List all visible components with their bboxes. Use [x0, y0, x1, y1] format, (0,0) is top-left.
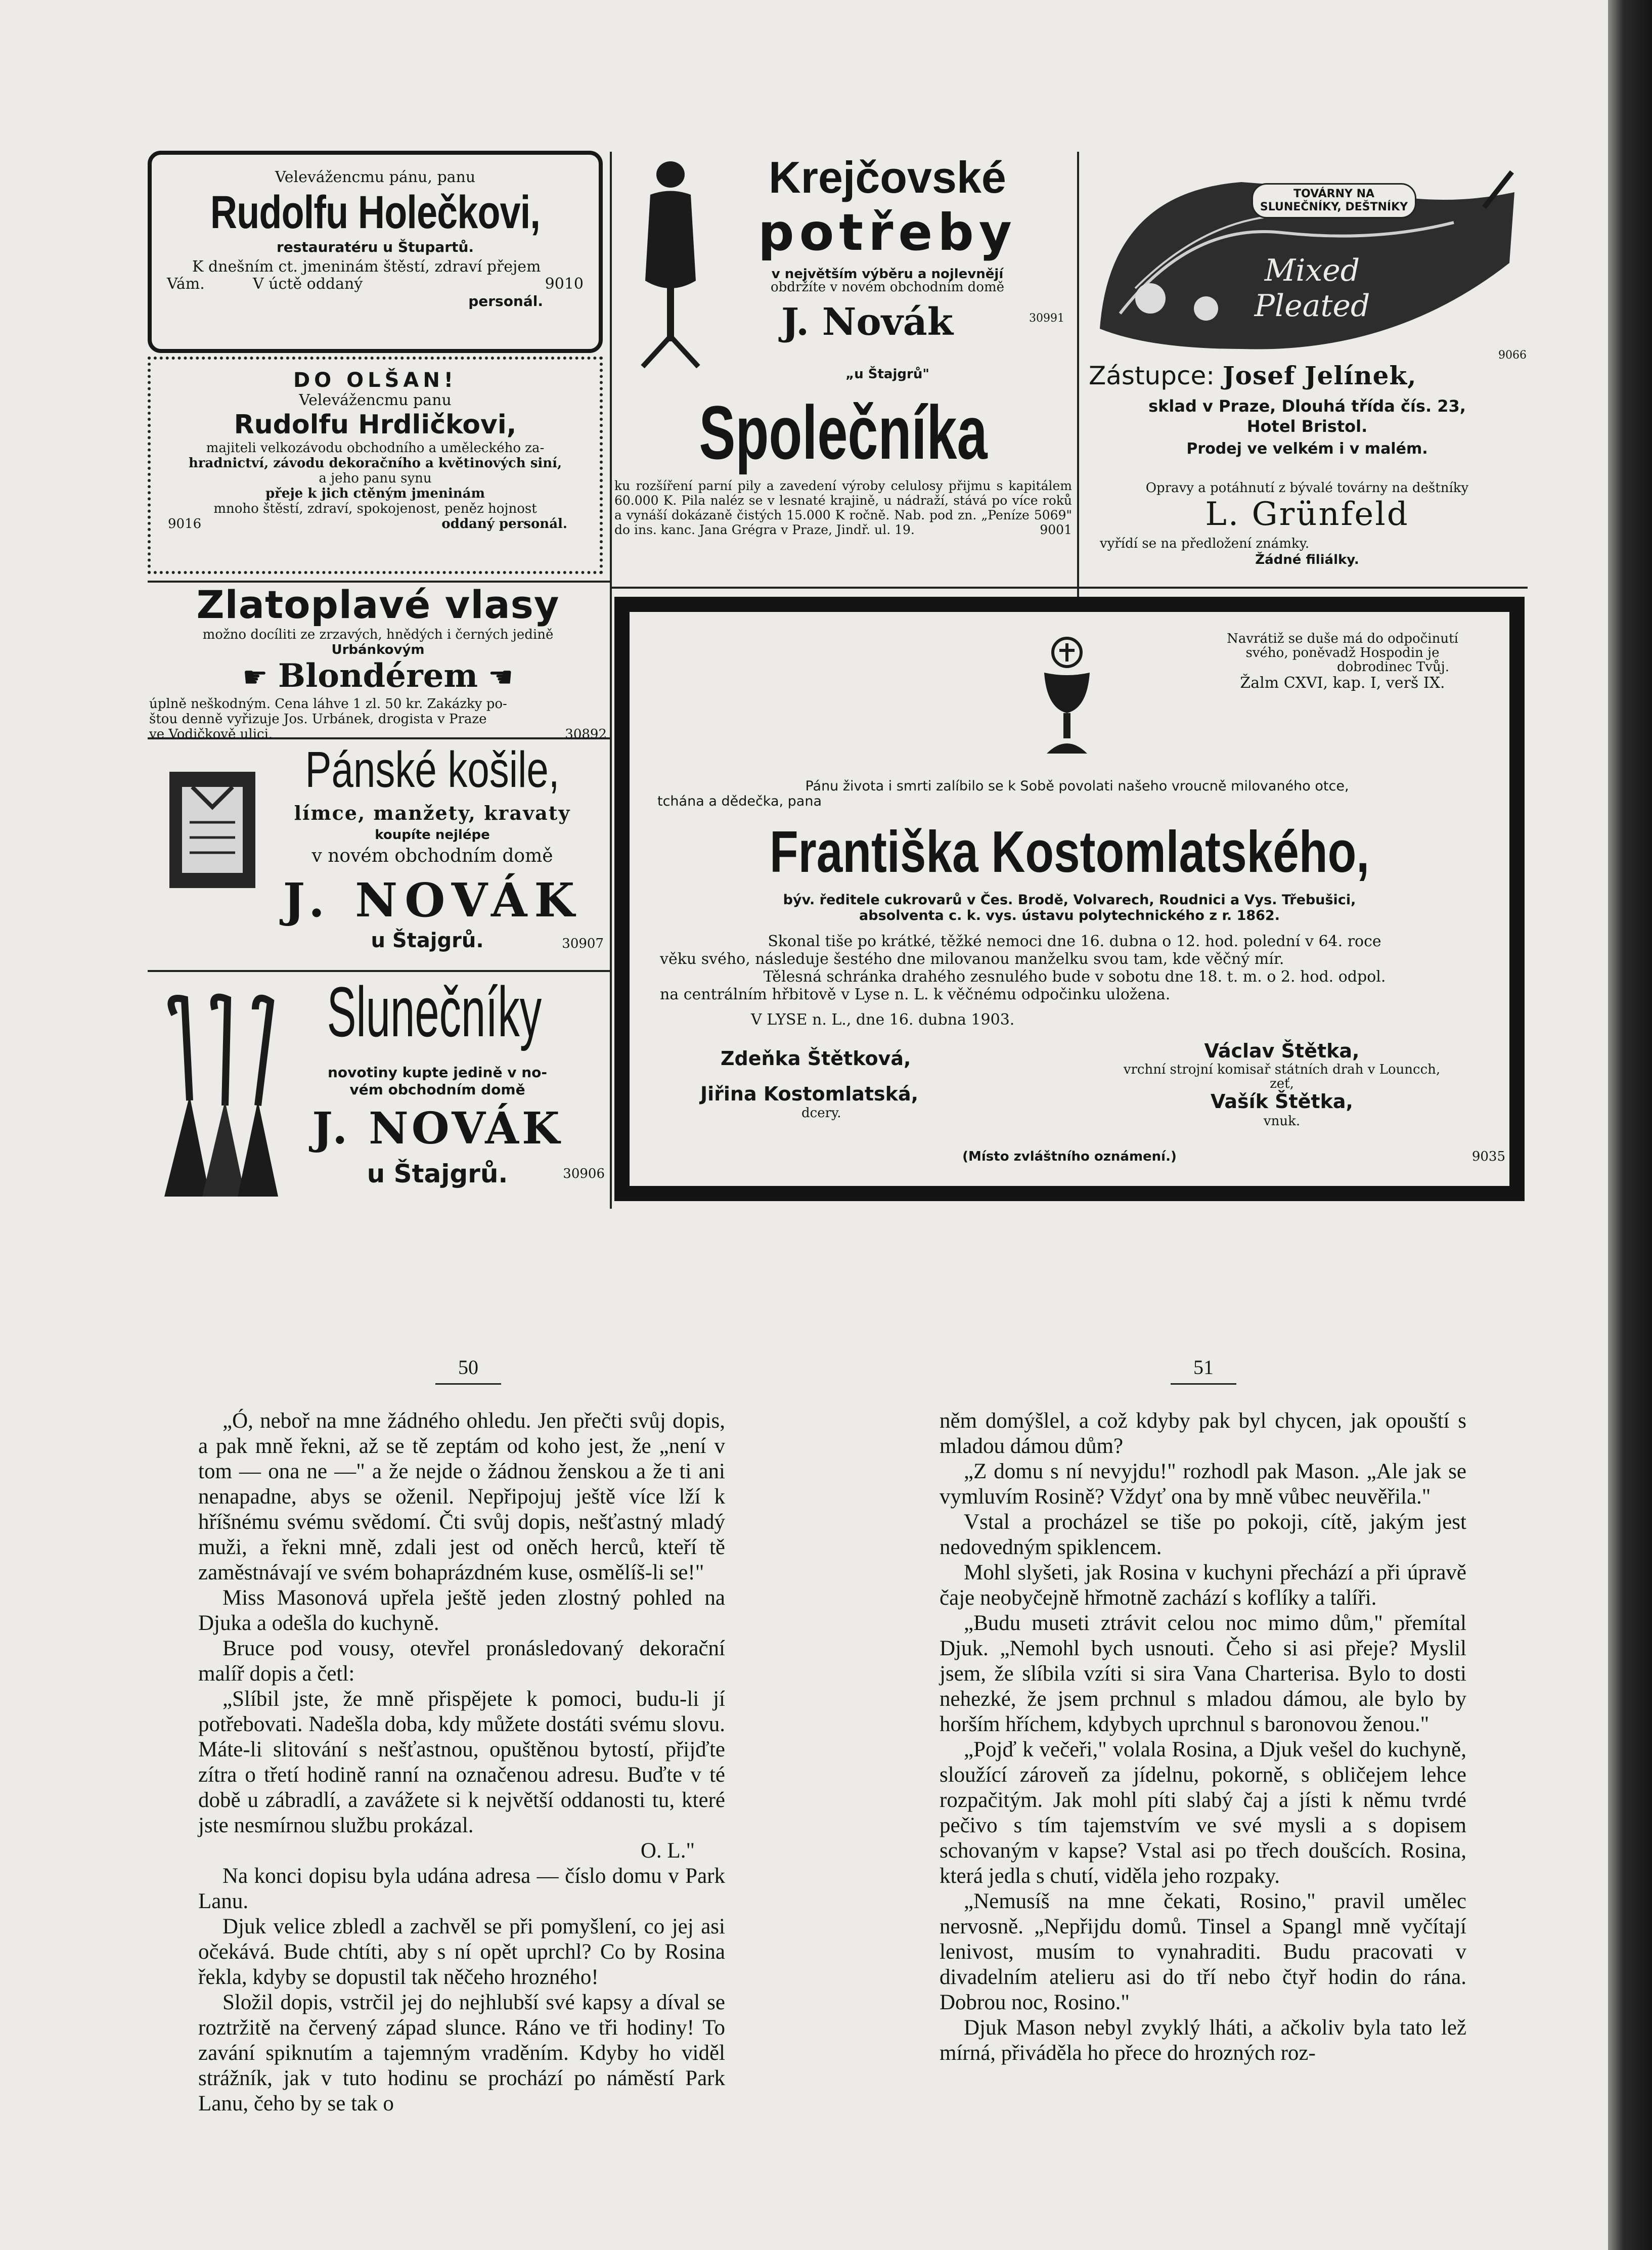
hrdlicka-greeting: Velevážencmu panu [299, 391, 452, 409]
vlasy-line3: úplně neškodným. Cena láhve 1 zl. 50 kr. Zakázky po- [149, 696, 507, 712]
kosile-code: 30907 [562, 936, 604, 951]
krejcovske-title1: Krejčovské [769, 152, 1006, 202]
obit-name: Františka Kostomlatského, [769, 819, 1370, 885]
obit-quote4: Žalm CXVI, kap. I, verš IX. [1240, 674, 1445, 692]
holecek-name: Rudolfu Holečkovi, [210, 187, 541, 238]
obit-code: 9035 [1471, 1149, 1505, 1164]
story-right-p3: Vstal a procházel se tiše po pokoji, cítě, jakým jest nedovedným spiklencem. [940, 1510, 1466, 1559]
hrdlicka-line4: přeje k jich ctěným jmeninám [265, 486, 485, 501]
obit-body1: Skonal tiše po krátké, těžké nemoci dne 16. dubna o 12. hod. polední v 64. roce [768, 933, 1381, 950]
page-number-right: 51 [1168, 1355, 1239, 1385]
factory-agent: Josef Jelínek, [1222, 361, 1417, 390]
ad-spolecnika [614, 389, 1072, 582]
story-right-p1: něm domýšlel, a což kdyby pak byl chycen, jak opouští s mladou dámou dům? [940, 1409, 1466, 1458]
hrdlicka-name: Rudolfu Hrdličkovi, [234, 410, 517, 440]
kosile-line1: límce, manžety, kravaty [294, 802, 571, 824]
dress-form-icon [633, 159, 708, 372]
krejcovske-title2: potřeby [758, 203, 1017, 262]
ad-slunecniky [149, 974, 607, 1207]
factory-badge: TOVÁRNY NA SLUNEČNÍKY, DEŠTNÍKY [1252, 183, 1416, 218]
factory-addr1: sklad v Praze, Dlouhá třída čís. 23, [1148, 396, 1466, 416]
obit-body3: Tělesná schránka drahého zesnulého bude v sobotu dne 18. t. m. o 2. hod. odpol. [763, 968, 1386, 986]
story-right-p5: „Budu museti ztrávit celou noc mimo dům," přemítal Djuk. „Nemohl bych usnouti. Čeho si asi přeje? Myslil jsem, že slíbila vzíti si sira Vana Charterisa. Bylo to dosti nehezké, že jsem prchnul s mladou dámou, ale bylo by horším hříchem, kdybych uprchnul s baronovou ženou." [940, 1611, 1466, 1736]
hrdlicka-line2: hradnictví, závodu dekoračního a květinových siní, [188, 456, 562, 471]
holecek-greeting: Velevážencmu pánu, panu [275, 168, 476, 186]
krejcovske-line1: v největším výběru a nojlevnějí [771, 267, 1004, 282]
vlasy-line4: štou denně vyřizuje Jos. Urbánek, drogista v Praze [149, 712, 487, 727]
story-right-p2: „Z domu s ní nevyjdu!" rozhodl pak Mason. „Ale jak se vymluvím Rosině? Vždyť ona by mně vůbec neuvěřila." [940, 1460, 1466, 1509]
story-right-p8: Djuk Mason nebyl zvyklý lháti, a ačkoliv byla tato lež mírná, přiváděla ho přece do hrozných roz- [940, 2016, 1466, 2065]
vlasy-product-line [149, 657, 607, 696]
story-left-p6: Na konci dopisu byla udána adresa — číslo domu v Park Lanu. [198, 1864, 725, 1913]
vlasy-line2: Urbánkovým [331, 642, 425, 657]
slunecniky-name: J. NOVÁK [312, 1103, 563, 1154]
ad-hrdlicka [148, 357, 603, 574]
holecek-code: 9010 [545, 275, 584, 293]
story-left-p1: „Ó, neboř na mne žádného ohledu. Jen přečti svůj dopis, a pak mně řekni, až se tě zeptám od koho jest, že „není v tom — ona ne —" a že nejde o žádnou ženskou a že ti ani nenapadne, abys se oženil. Nepřipojuj ještě více lží k hříšnému svému svědomí. Čti svůj dopis, nešťastný mladý muži, a řekni mně, zdali jest od oněch herců, kteří tě zaměstnávají ve svém bohaprázdném kuse, osmělíš-li se!" [198, 1409, 725, 1584]
ad-divider-right [1077, 152, 1079, 607]
pointing-hand-icon: ☛ [242, 661, 268, 694]
hrdlicka-line5: mnoho štěstí, zdraví, spokojenost, peněz hojnost [213, 501, 537, 516]
obit-quote2: svého, poněvadž Hospodin je [1245, 645, 1440, 660]
story-right-p4: Mohl slyšeti, jak Rosina v kuchyni přechází a při úpravě čaje neobyčejně hřmotně zachází s koflíky a talíři. [940, 1561, 1466, 1610]
obit-intro1: Pánu života i smrti zalíbilo se k Sobě povolati našeho vroucně milovaného otce, [805, 778, 1349, 794]
krejcovske-line2: obdržíte v novém obchodním domě [770, 280, 1005, 295]
kosile-title: Pánské košile, [305, 741, 560, 798]
holecek-sign: personál. [468, 293, 543, 310]
hrdlicka-sign: oddaný personál. [441, 516, 567, 532]
kosile-place: u Štajgrů. [371, 929, 484, 952]
ad-divider-left [610, 152, 612, 1209]
vlasy-title: Zlatoplavé vlasy [196, 582, 560, 627]
slunecniky-line1: novotiny kupte jedině v no- [328, 1064, 547, 1081]
holecek-line2a: Vám. [167, 275, 205, 293]
book-spine [1608, 0, 1652, 2250]
ad-kosile [149, 741, 607, 968]
ad-holecek [148, 151, 603, 353]
hrdlicka-heading: DO OLŠAN! [293, 369, 458, 392]
obit-sig1: Zdeňka Štětková, [721, 1047, 911, 1070]
shirt-box-icon [164, 762, 260, 893]
vlasy-line5: ve Vodičkově ulici. [149, 727, 273, 742]
obit-place: V LYSE n. L., dne 16. dubna 1903. [751, 1011, 1015, 1029]
story-column-left [198, 1408, 725, 2116]
slunecniky-line2: vém obchodním domě [349, 1081, 525, 1098]
spolecnika-text: ku rozšíření parní pily a zavedení výroby celulosy přijmu s kapitálem 60.000 K. Pila naléz se v lesnaté krajině, u nádraží, stává po více roků a vynáší dokázaně čistých 15.000 K ročně. Nab. pod zn. „Peníze 5069" do ins. kanc. Jana Grégra v Praze, Jindř. ul. 19. [614, 478, 1072, 537]
story-left-p2: Miss Masonová upřela ještě jeden zlostný pohled na Djuka a odešla do kuchyně. [198, 1586, 725, 1635]
factory-agent-line [1089, 361, 1529, 390]
obit-body4: na centrálním hřbitově v Lyse n. L. k věčnému odpočinku uložena. [660, 986, 1171, 1003]
factory-addr2: Hotel Bristol. [1246, 417, 1368, 436]
obit-footer: (Místo zvláštního oznámení.) [962, 1149, 1177, 1164]
holecek-subtitle: restauratéru u Štupartů. [276, 239, 474, 255]
factory-note: vyřídí se na předložení známky. [1100, 536, 1310, 551]
hrdlicka-code: 9016 [168, 516, 202, 532]
spolecnika-code: 9001 [1040, 522, 1072, 537]
obit-intro2: tchána a dědečka, pana [657, 793, 822, 809]
story-left-p3: Bruce pod vousy, otevřel pronásledovaný dekorační malíř dopis a četl: [198, 1637, 725, 1686]
holecek-line2 [167, 276, 584, 293]
factory-nobranch: Žádné filiálky. [1255, 552, 1359, 567]
obit-sig3: Václav Štětka, [1204, 1040, 1360, 1062]
slunecniky-title: Slunečníky [327, 972, 542, 1051]
kosile-name: J. NOVÁK [283, 873, 582, 928]
obit-sig2: Jiřina Kostomlatská, [700, 1083, 919, 1105]
factory-code: 9066 [1498, 349, 1527, 362]
krejcovske-place: „u Štajgrů" [845, 367, 929, 382]
obit-body2: věku svého, následuje šestého dne milovanou manželku svou tam, kde věčný mír. [660, 950, 1284, 968]
obit-title1: býv. ředitele cukrovarů v Čes. Brodě, Volvarech, Roudnici a Vys. Třebušici, [783, 892, 1356, 908]
pointing-hand-left-icon: ☛ [488, 661, 514, 694]
story-left-p4: „Slíbil jste, že mně přispějete k pomoci, budu-li jí potřebovati. Nadešla doba, kdy můžete dostáti svému slovu. Máte-li slitování s nešťastnou, opuštěnou bytostí, přijďte zítra o třetí hodině ranní na označenou adresu. Buďte v té době u zábradlí, a zavážete si k největší oddanosti tu, které jste nesmírnou službu prokázal. [198, 1687, 725, 1837]
factory-sale: Prodej ve velkém i v malém. [1186, 440, 1428, 458]
story-left-p8: Složil dopis, vstrčil jej do nejhlubší své kapsy a díval se roztržitě na červený západ slunce. Ráno ve tři hodiny! To zavání spiknutím a tajemným vraděním. Kdyby ho viděl strážník, jak v tuto hodinu se prochází po náměstí Park Lanu, čeho by se tak o [198, 1991, 725, 2115]
obit-sig4-role: vnuk. [1263, 1114, 1301, 1129]
vlasy-code: 30892 [565, 727, 607, 742]
parasols-icon [154, 989, 281, 1202]
factory-firm: L. Grünfeld [1205, 496, 1409, 533]
story-column-right [940, 1408, 1466, 2066]
factory-agent-label: Zástupce: [1089, 361, 1215, 390]
obit-title2: absolventa c. k. vys. ústavu polytechnického z r. 1862. [859, 908, 1280, 923]
page-number-left: 50 [433, 1355, 504, 1385]
holecek-line2b: V úctě oddaný [253, 275, 363, 293]
obit-sig2-role: dcery. [801, 1106, 841, 1121]
ad-krejcovske [614, 149, 1075, 387]
ad-vlasy [149, 582, 607, 742]
kosile-line2: koupíte nejlépe [375, 827, 490, 843]
hrdlicka-line1: majiteli velkozávodu obchodního a uměleckého za- [206, 440, 545, 456]
hrdlicka-footer [168, 516, 583, 532]
chalice-icon [1034, 632, 1100, 764]
story-right-p6: „Pojď k večeři," volala Rosina, a Djuk vešel do kuchyně, sloužící zároveň za jídelnu, pokorně, s obličejem lehce rozpačitým. Jak mohl píti slabý čaj a jísti k němu tvrdé pečivo s tím tajemstvím ve své mysli a s dopisem schovaným v kapse? Vstal asi po třech doušcích. Rosina, která jedla s chutí, viděla jeho rozpaky. [940, 1738, 1466, 1888]
story-right-p7: „Nemusíš na mne čekati, Rosino," pravil umělec nervosně. „Nepřijdu domů. Tinsel a Spangl mně vyčítají lenivost, musím to vynahraditi. Budu pracovati v divadelním atelieru asi do tří nebo čtyř hodin do rána. Dobrou noc, Rosino." [940, 1889, 1466, 2014]
story-left-p7: Djuk velice zbledl a zachvěl se při pomyšlení, co jej asi očekává. Bude chtíti, aby s ní opět uprchl? Co by Rosina řekla, kdyby se dopustil tak něčeho hrozného! [198, 1915, 725, 1989]
krejcovske-code: 30991 [1029, 312, 1064, 325]
obituary-notice [614, 597, 1525, 1201]
slunecniky-code: 30906 [563, 1166, 605, 1181]
vlasy-product: Blondérem [278, 657, 478, 695]
spolecnika-title: Společníka [699, 390, 988, 475]
obit-quote3: dobrodinec Tvůj. [1336, 659, 1450, 675]
kosile-line3: v novém obchodním domě [311, 846, 553, 866]
ad-slunecniky-factory [1085, 152, 1530, 587]
story-left-p5: O. L." [640, 1839, 695, 1863]
factory-script: Mixed Pleated [1254, 253, 1370, 324]
factory-repair: Opravy a potáhnutí z bývalé továrny na deštníky [1145, 480, 1469, 496]
obit-sig3-role2: zeť, [1270, 1076, 1294, 1091]
obit-sig4: Vašík Štětka, [1211, 1090, 1353, 1113]
hrdlicka-line3: a jeho panu synu [319, 471, 432, 486]
obit-sig3-role: vrchní strojní komisař státních drah v Louncch, [1123, 1062, 1441, 1077]
vlasy-line1: možno docíliti ze zrzavých, hnědých i černých jedině [202, 627, 554, 642]
vlasy-footer [149, 727, 607, 742]
ad-divider-h4 [610, 587, 1528, 589]
slunecniky-place: u Štajgrů. [367, 1159, 508, 1188]
krejcovske-name: J. Novák [781, 300, 953, 344]
obit-quote1: Navrátiž se duše má do odpočinutí [1227, 631, 1458, 646]
holecek-line1: K dnešním ct. jmeninám štěstí, zdraví přejem [192, 258, 541, 276]
